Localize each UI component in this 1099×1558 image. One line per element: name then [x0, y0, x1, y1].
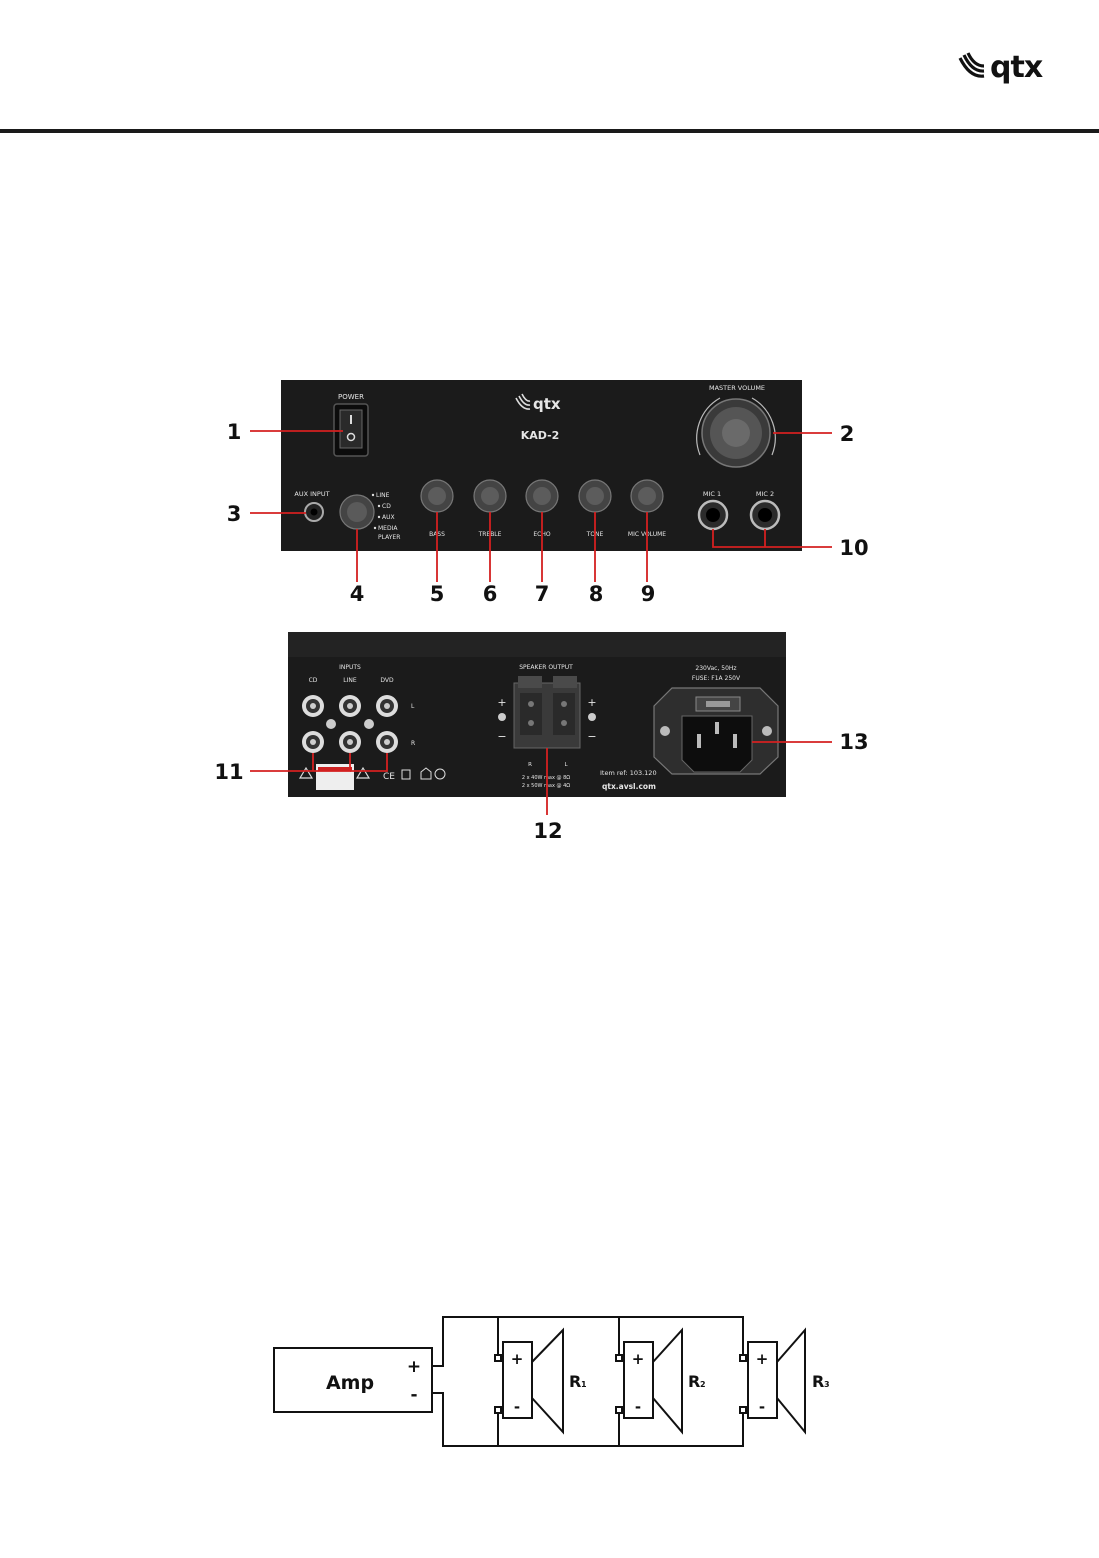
ce-mark-icon: CE — [383, 772, 395, 782]
speaker-2-label: R — [688, 1372, 701, 1391]
iec-power-inlet[interactable] — [654, 688, 778, 774]
rear-panel — [288, 632, 786, 797]
callout-4: 4 — [349, 582, 365, 606]
inputs-label: INPUTS — [339, 664, 361, 671]
mic-volume-knob[interactable] — [631, 480, 663, 512]
speaker-minus-right: − — [587, 730, 597, 743]
screw-icon — [498, 713, 506, 721]
speaker-terminal-block[interactable] — [514, 676, 580, 748]
channel-label-r: R — [411, 740, 416, 747]
input-col-dvd: DVD — [380, 677, 394, 684]
rca-cd-left-jack[interactable] — [302, 695, 324, 717]
aux-input-jack[interactable] — [305, 503, 323, 521]
speaker-2-plus: + — [631, 1350, 645, 1368]
callout-9: 9 — [640, 582, 656, 606]
fuse-rating-label: FUSE: F1A 250V — [691, 675, 741, 682]
speaker-rating-4ohm: 2 x 50W max @ 4Ω — [521, 783, 571, 789]
speaker-1-subscript: 1 — [581, 1380, 587, 1389]
speaker-3-icon — [740, 1330, 805, 1432]
master-volume-label: MASTER VOLUME — [708, 384, 766, 392]
wiring-labels — [326, 1350, 830, 1416]
speaker-2-subscript: 2 — [700, 1380, 706, 1389]
mic-volume-label: MIC VOLUME — [627, 531, 667, 538]
mic1-jack[interactable] — [699, 501, 727, 529]
channel-label-l: L — [411, 703, 415, 710]
source-option-line: LINE — [376, 492, 390, 499]
speaker-output-label: SPEAKER OUTPUT — [519, 664, 573, 671]
callout-2: 2 — [839, 422, 855, 446]
screw-icon — [588, 713, 596, 721]
input-col-line: LINE — [343, 677, 357, 684]
callout-1: 1 — [226, 420, 242, 444]
speaker-plus-left: + — [497, 696, 507, 709]
treble-knob[interactable] — [474, 480, 506, 512]
callout-11: 11 — [214, 760, 244, 784]
speaker-3-subscript: 3 — [824, 1380, 830, 1389]
callout-12: 12 — [533, 819, 563, 843]
speaker-channel-l: L — [564, 762, 568, 768]
speaker-1-plus: + — [510, 1350, 524, 1368]
source-option-player: PLAYER — [378, 534, 401, 541]
bass-knob[interactable] — [421, 480, 453, 512]
speaker-plus-right: + — [587, 696, 597, 709]
source-option-media: MEDIA — [378, 525, 398, 532]
amp-label: Amp — [325, 1372, 375, 1394]
front-brand-text: qtx — [533, 395, 561, 413]
mic1-label: MIC 1 — [702, 490, 722, 498]
source-selector-knob[interactable] — [340, 495, 374, 529]
aux-input-label: AUX INPUT — [294, 490, 330, 498]
power-label: POWER — [338, 393, 364, 401]
screw-icon — [364, 719, 374, 729]
speaker-3-minus: - — [758, 1398, 766, 1416]
callout-5: 5 — [429, 582, 445, 606]
power-rating-label: 230Vac, 50Hz — [695, 665, 737, 672]
source-option-aux: AUX — [382, 514, 395, 521]
rca-dvd-left-jack[interactable] — [376, 695, 398, 717]
speaker-2-icon — [616, 1330, 682, 1432]
master-volume-knob[interactable] — [702, 399, 770, 467]
callout-10: 10 — [839, 536, 869, 560]
website-label: qtx.avsl.com — [602, 782, 656, 791]
callout-3: 3 — [226, 502, 242, 526]
speaker-1-minus: - — [513, 1398, 521, 1416]
logo-text: qtx — [990, 49, 1043, 85]
input-col-cd: CD — [308, 677, 318, 684]
callout-13: 13 — [839, 730, 869, 754]
echo-label: ECHO — [533, 531, 551, 538]
speaker-channel-r: R — [528, 762, 532, 768]
echo-knob[interactable] — [526, 480, 558, 512]
screw-icon — [326, 719, 336, 729]
rca-line-right-jack[interactable] — [339, 731, 361, 753]
rca-line-left-jack[interactable] — [339, 695, 361, 717]
callout-8: 8 — [588, 582, 604, 606]
speaker-rating-8ohm: 2 x 40W max @ 8Ω — [521, 775, 571, 781]
speaker-1-label: R — [569, 1372, 582, 1391]
treble-label: TREBLE — [478, 531, 502, 538]
tone-label: TONE — [586, 531, 604, 538]
amp-minus: - — [410, 1385, 418, 1405]
speaker-3-plus: + — [755, 1350, 769, 1368]
power-switch[interactable] — [334, 404, 368, 456]
rca-cd-right-jack[interactable] — [302, 731, 324, 753]
callout-6: 6 — [482, 582, 498, 606]
screw-icon — [660, 726, 670, 736]
speaker-1-icon — [495, 1330, 563, 1432]
speaker-3-label: R — [812, 1372, 825, 1391]
callout-7: 7 — [534, 582, 550, 606]
screw-icon — [762, 726, 772, 736]
tone-knob[interactable] — [579, 480, 611, 512]
bass-label: BASS — [429, 531, 445, 538]
rca-dvd-right-jack[interactable] — [376, 731, 398, 753]
speaker-minus-left: − — [497, 730, 507, 743]
mic2-label: MIC 2 — [755, 490, 775, 498]
amp-plus: + — [406, 1357, 422, 1377]
item-ref-label: Item ref: 103.120 — [600, 769, 657, 777]
source-option-cd: CD — [382, 503, 391, 510]
model-label: KAD-2 — [520, 429, 560, 442]
speaker-2-minus: - — [634, 1398, 642, 1416]
mic2-jack[interactable] — [751, 501, 779, 529]
